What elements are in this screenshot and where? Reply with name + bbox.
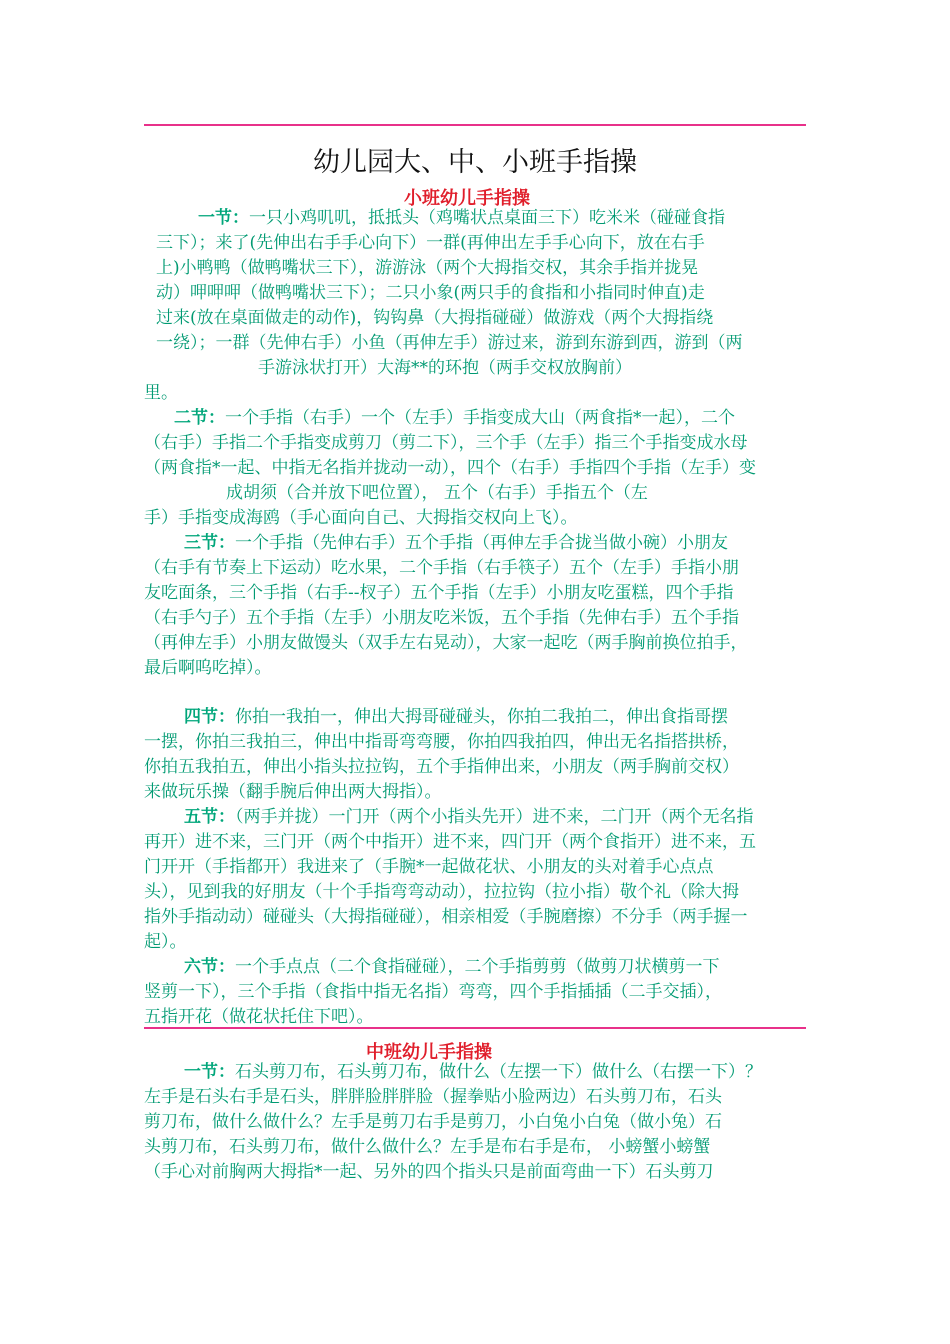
paragraph-line: 指外手指动动）碰碰头（大拇指碰碰），相亲相爱（手腕磨擦）不分手（两手握一 <box>144 907 748 927</box>
section-divider <box>144 1027 806 1029</box>
paragraph-line: （右手）手指二个手指变成剪刀（剪二下），三个手（左手）指三个手指变成水母 <box>144 433 748 453</box>
paragraph-line: 五指开花（做花状托住下吧）。 <box>144 1007 374 1027</box>
paragraph-line: 六节：一个手点点（二个食指碰碰），二个手指剪剪（做剪刀状横剪一下 <box>184 957 720 977</box>
paragraph-line: （右手有节奏上下运动）吃水果，二个手指（右手筷子）五个（左手）手指小朋 <box>144 558 739 578</box>
paragraph-line: 门开开（手指都开）我进来了（手腕*一起做花状、小朋友的头对着手心点点 <box>144 857 714 877</box>
paragraph-line: 起）。 <box>144 932 187 952</box>
paragraph-line: 头），见到我的好朋友（十个手指弯弯动动），拉拉钩（拉小指）敬个礼（除大拇 <box>144 882 739 902</box>
section-heading-small: 小班幼儿手指操 <box>404 188 530 209</box>
paragraph-line: 剪刀布，做什么做什么？左手是剪刀右手是剪刀，小白兔小白兔（做小兔）石 <box>144 1112 722 1132</box>
paragraph-line: 来做玩乐操（翻手腕后伸出两大拇指）。 <box>144 782 442 802</box>
paragraph-line: 五节：（两手并拢）一门开（两个小指头先开）进不来，二门开（两个无名指 <box>184 807 754 827</box>
paragraph-line: 再开）进不来，三门开（两个中指开）进不来，四门开（两个食指开）进不来，五 <box>144 832 756 852</box>
paragraph-line: 里。 <box>144 383 178 403</box>
section-heading-middle: 中班幼儿手指操 <box>366 1042 492 1063</box>
paragraph-line: 一节：一只小鸡叽叽，抵抵头（鸡嘴状点桌面三下）吃米米（碰碰食指 <box>198 208 725 228</box>
paragraph-line: 竖剪一下），三个手指（食指中指无名指）弯弯，四个手指插插（二手交插）， <box>144 982 722 1002</box>
paragraph-line: 一绕）；一群（先伸右手）小鱼（再伸左手）游过来，游到东游到西，游到（两 <box>156 333 743 353</box>
paragraph-line: 过来(放在桌面做走的动作)，钩钩鼻（大拇指碰碰）做游戏（两个大拇指绕 <box>156 308 714 328</box>
paragraph-line: 上)小鸭鸭（做鸭嘴状三下），游游泳（两个大拇指交权，其余手指并拢晃 <box>156 258 699 278</box>
paragraph-line: （两食指*一起、中指无名指并拢动一动），四个（右手）手指四个手指（左手）变 <box>144 458 756 478</box>
paragraph-line: 四节：你拍一我拍一，伸出大拇哥碰碰头，你拍二我拍二，伸出食指哥摆 <box>184 707 728 727</box>
paragraph-line: 成胡须（合并放下吧位置）， 五个（右手）手指五个（左 <box>226 483 648 503</box>
paragraph-line: （再伸左手）小朋友做馒头（双手左右晃动），大家一起吃（两手胸前换位拍手， <box>144 633 748 653</box>
paragraph-line: （右手勺子）五个手指（左手）小朋友吃米饭，五个手指（先伸右手）五个手指 <box>144 608 739 628</box>
top-rule <box>144 124 806 126</box>
paragraph-line: 动）呷呷呷（做鸭嘴状三下）；二只小象(两只手的食指和小指同时伸直)走 <box>156 283 705 303</box>
paragraph-line: 最后啊呜吃掉）。 <box>144 658 272 678</box>
paragraph-line: 三节：一个手指（先伸右手）五个手指（再伸左手合拢当做小碗）小朋友 <box>184 533 728 553</box>
paragraph-line: 头剪刀布，石头剪刀布，做什么做什么？左手是布右手是布， 小螃蟹小螃蟹 <box>144 1137 711 1157</box>
paragraph-line: 二节：一个手指（右手）一个（左手）手指变成大山（两食指*一起），二个 <box>174 408 735 428</box>
paragraph-line: （手心对前胸两大拇指*一起、另外的四个指头只是前面弯曲一下）石头剪刀 <box>144 1162 714 1182</box>
page-title: 幼儿园大、中、小班手指操 <box>313 147 637 178</box>
paragraph-line: 三下）；来了(先伸出右手手心向下）一群(再伸出左手手心向下，放在右手 <box>156 233 705 253</box>
paragraph-line: 左手是石头右手是石头，胖胖脸胖胖脸（握拳贴小脸两边）石头剪刀布，石头 <box>144 1087 722 1107</box>
paragraph-line: 你拍五我拍五，伸出小指头拉拉钩，五个手指伸出来，小朋友（两手胸前交权） <box>144 757 739 777</box>
paragraph-line: 手）手指变成海鸥（手心面向自己、大拇指交权向上飞）。 <box>144 508 578 528</box>
paragraph-line: 一摆，你拍三我拍三，伸出中指哥弯弯腰，你拍四我拍四，伸出无名指搭拱桥， <box>144 732 739 752</box>
paragraph-line: 友吃面条，三个手指（右手--杈子）五个手指（左手）小朋友吃蛋糕，四个手指 <box>144 583 734 603</box>
paragraph-line: 手游泳状打开）大海**的环抱（两手交权放胸前） <box>258 358 632 378</box>
paragraph-line: 一节：石头剪刀布，石头剪刀布，做什么（左摆一下）做什么（右摆一下）？ <box>184 1062 762 1082</box>
